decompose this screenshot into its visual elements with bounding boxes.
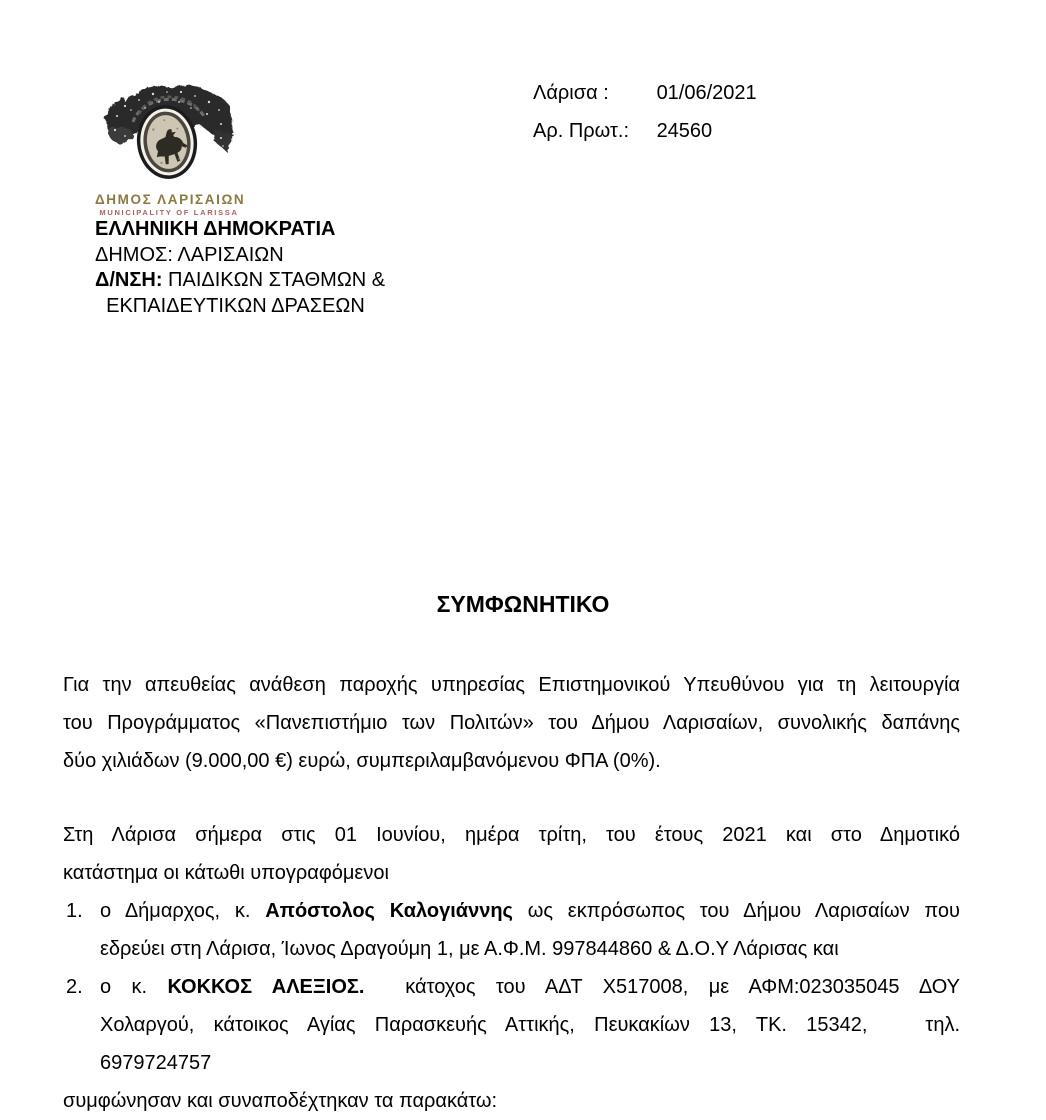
- org-line: [95, 217, 385, 243]
- bold-text: ΚΟΚΚΟΣ ΑΛΕΞΙΟΣ.: [167, 976, 365, 998]
- date-row: [533, 74, 757, 112]
- text-line: [100, 1044, 960, 1082]
- text: δύο χιλιάδων (9.000,00 €) ευρώ, συμπεριλαμβανόμενου ΦΠΑ (0%).: [63, 750, 661, 772]
- text-line: [100, 1006, 960, 1044]
- paragraph: [63, 816, 960, 892]
- text: ο Δήμαρχος, κ.: [100, 900, 266, 922]
- text: ΔΗΜΟΣ: ΛΑΡΙΣΑΙΩΝ: [95, 243, 284, 266]
- bold-text: Δ/ΝΣΗ:: [95, 269, 163, 291]
- text-line: [63, 666, 960, 704]
- logo-subtitle: MUNICIPALITY OF LARISSA: [99, 208, 239, 217]
- text-line: [63, 816, 960, 854]
- org-line: [95, 268, 385, 294]
- protocol-label: Αρ. Πρωτ.:: [533, 120, 629, 142]
- document-body: [63, 666, 960, 1120]
- text: Χολαργού, κάτοικος Αγίας Παρασκευής Αττικής, Πευκακίων 13, ΤΚ. 15342, τηλ.: [100, 1014, 960, 1036]
- text: Στη Λάρισα σήμερα στις 01 Ιουνίου, ημέρα τρίτη, του έτους 2021 και στο Δημοτικό: [63, 824, 960, 846]
- text: κάτοχος του ΑΔΤ Χ517008, με ΑΦΜ:023035045 ΔΟΥ: [364, 976, 961, 998]
- text: κατάστημα οι κάτωθι υπογραφόμενοι: [63, 862, 389, 884]
- bold-text: Απόστολος Καλογιάννης: [265, 900, 513, 922]
- date-value: 01/06/2021: [656, 82, 757, 104]
- text: 6979724757: [100, 1052, 212, 1074]
- logo-title: ΔΗΜΟΣ ΛΑΡΙΣΑΙΩΝ: [95, 192, 246, 207]
- text-line: [100, 930, 960, 968]
- protocol-row: [533, 112, 757, 150]
- issuing-authority-block: [95, 217, 385, 319]
- municipality-logo: [95, 80, 246, 217]
- protocol-value: 24560: [656, 120, 713, 142]
- list-number: 1.: [66, 900, 83, 922]
- bold-text: ΕΛΛΗΝΙΚΗ ΔΗΜΟΚΡΑΤΙΑ: [95, 218, 336, 240]
- org-line: [95, 294, 385, 320]
- list-item: [63, 892, 960, 968]
- text-line: [100, 892, 960, 930]
- place-label: Λάρισα :: [533, 82, 609, 104]
- document-title: ΣΥΜΦΩΝΗΤΙΚΟ: [436, 591, 610, 617]
- text-line: [63, 1082, 960, 1120]
- text: Για την απευθείας ανάθεση παροχής υπηρεσίας Επιστημονικού Υπευθύνου για τη λειτουργία: [63, 674, 960, 696]
- list-item: [63, 968, 960, 1082]
- text-line: [63, 704, 960, 742]
- text: ο κ.: [100, 976, 168, 998]
- text: εδρεύει στη Λάρισα, Ίωνος Δραγούμη 1, με Α.Φ.Μ. 997844860 & Δ.Ο.Υ Λάρισας και: [100, 938, 839, 960]
- text: του Προγράμματος «Πανεπιστήμιο των Πολιτών» του Δήμου Λαρισαίων, συνολικής δαπάνης: [63, 712, 960, 734]
- text: ως εκπρόσωπος του Δήμου Λαρισαίων που: [512, 900, 960, 922]
- larissa-ruins-emblem-icon: [95, 80, 243, 184]
- text: ΕΚΠΑΙΔΕΥΤΙΚΩΝ ΔΡΑΣΕΩΝ: [95, 294, 365, 317]
- list-number: 2.: [66, 976, 83, 998]
- date-protocol-block: [533, 74, 757, 150]
- text: συμφώνησαν και συναποδέχτηκαν τα παρακάτω:: [63, 1090, 498, 1112]
- text-line: [100, 968, 960, 1006]
- paragraph: [63, 666, 960, 780]
- text-line: [63, 742, 960, 780]
- partial-paragraph: [63, 1082, 960, 1120]
- org-line: [95, 243, 385, 269]
- text-line: [63, 854, 960, 892]
- text: ΠΑΙΔΙΚΩΝ ΣΤΑΘΜΩΝ &: [162, 269, 386, 291]
